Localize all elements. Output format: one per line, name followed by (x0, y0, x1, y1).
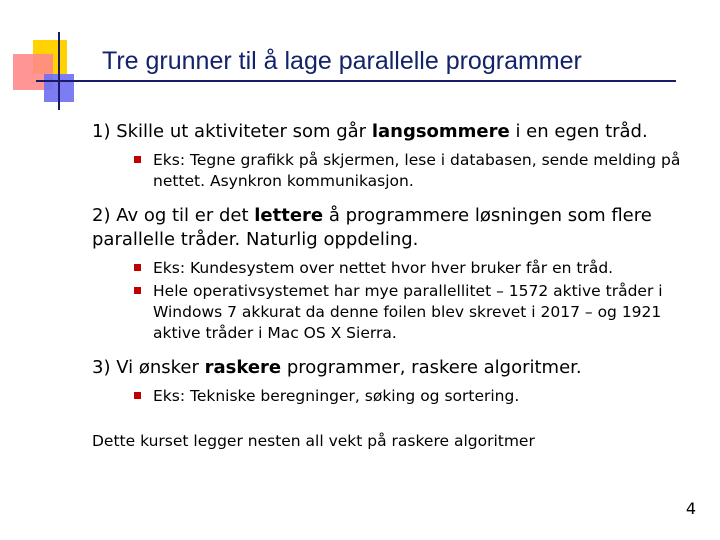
sub-bullet-text: Hele operativsystemet har mye parallellitet – 1572 aktive tråder i Windows 7 akkurat da denne foilen blev skrevet i 2017 – og 1921 aktive tråder i Mac OS X Sierra. (153, 282, 663, 342)
page-number: 4 (685, 499, 696, 518)
sub-bullet (92, 150, 692, 192)
sub-bullet (92, 281, 692, 344)
square-bullet-icon (134, 392, 141, 399)
sub-bullet (92, 258, 692, 279)
point-1-bold: langsommere (371, 121, 510, 142)
point-1 (92, 120, 692, 192)
square-bullet-icon (134, 264, 141, 271)
point-1-text (92, 120, 692, 144)
point-3-bold: raskere (204, 357, 282, 378)
sub-bullet (92, 386, 692, 407)
point-2-text (92, 204, 692, 252)
slide-title: Tre grunner til å lage parallelle programmer (102, 47, 582, 75)
point-1-prefix: 1) Skille ut aktiviteter som går (92, 121, 372, 142)
point-2-suffix: å programmere løsningen som flere parallelle tråder. Naturlig oppdeling. (92, 205, 652, 250)
point-2 (92, 204, 692, 344)
square-bullet-icon (134, 156, 141, 163)
sub-bullet-text: Eks: Tegne grafikk på skjermen, lese i databasen, sende melding på nettet. Asynkron kommunikasjon. (153, 151, 681, 190)
point-3-text (92, 356, 692, 380)
sub-bullet-text: Eks: Tekniske beregninger, søking og sortering. (153, 387, 520, 405)
point-1-suffix: i en egen tråd. (509, 121, 648, 142)
slide-content (92, 120, 692, 451)
decoration-vertical-line (58, 32, 60, 110)
point-1-subs (92, 150, 692, 192)
point-3 (92, 356, 692, 407)
point-3-subs (92, 386, 692, 407)
square-bullet-icon (134, 287, 141, 294)
point-2-bold: lettere (254, 205, 324, 226)
closing-note: Dette kurset legger nesten all vekt på raskere algoritmer (92, 432, 535, 450)
point-2-prefix: 2) Av og til er det (92, 205, 255, 226)
point-2-subs (92, 258, 692, 344)
point-3-prefix: 3) Vi ønsker (92, 357, 205, 378)
title-underline (36, 80, 676, 82)
point-3-suffix: programmer, raskere algoritmer. (281, 357, 582, 378)
sub-bullet-text: Eks: Kundesystem over nettet hvor hver bruker får en tråd. (153, 259, 614, 277)
